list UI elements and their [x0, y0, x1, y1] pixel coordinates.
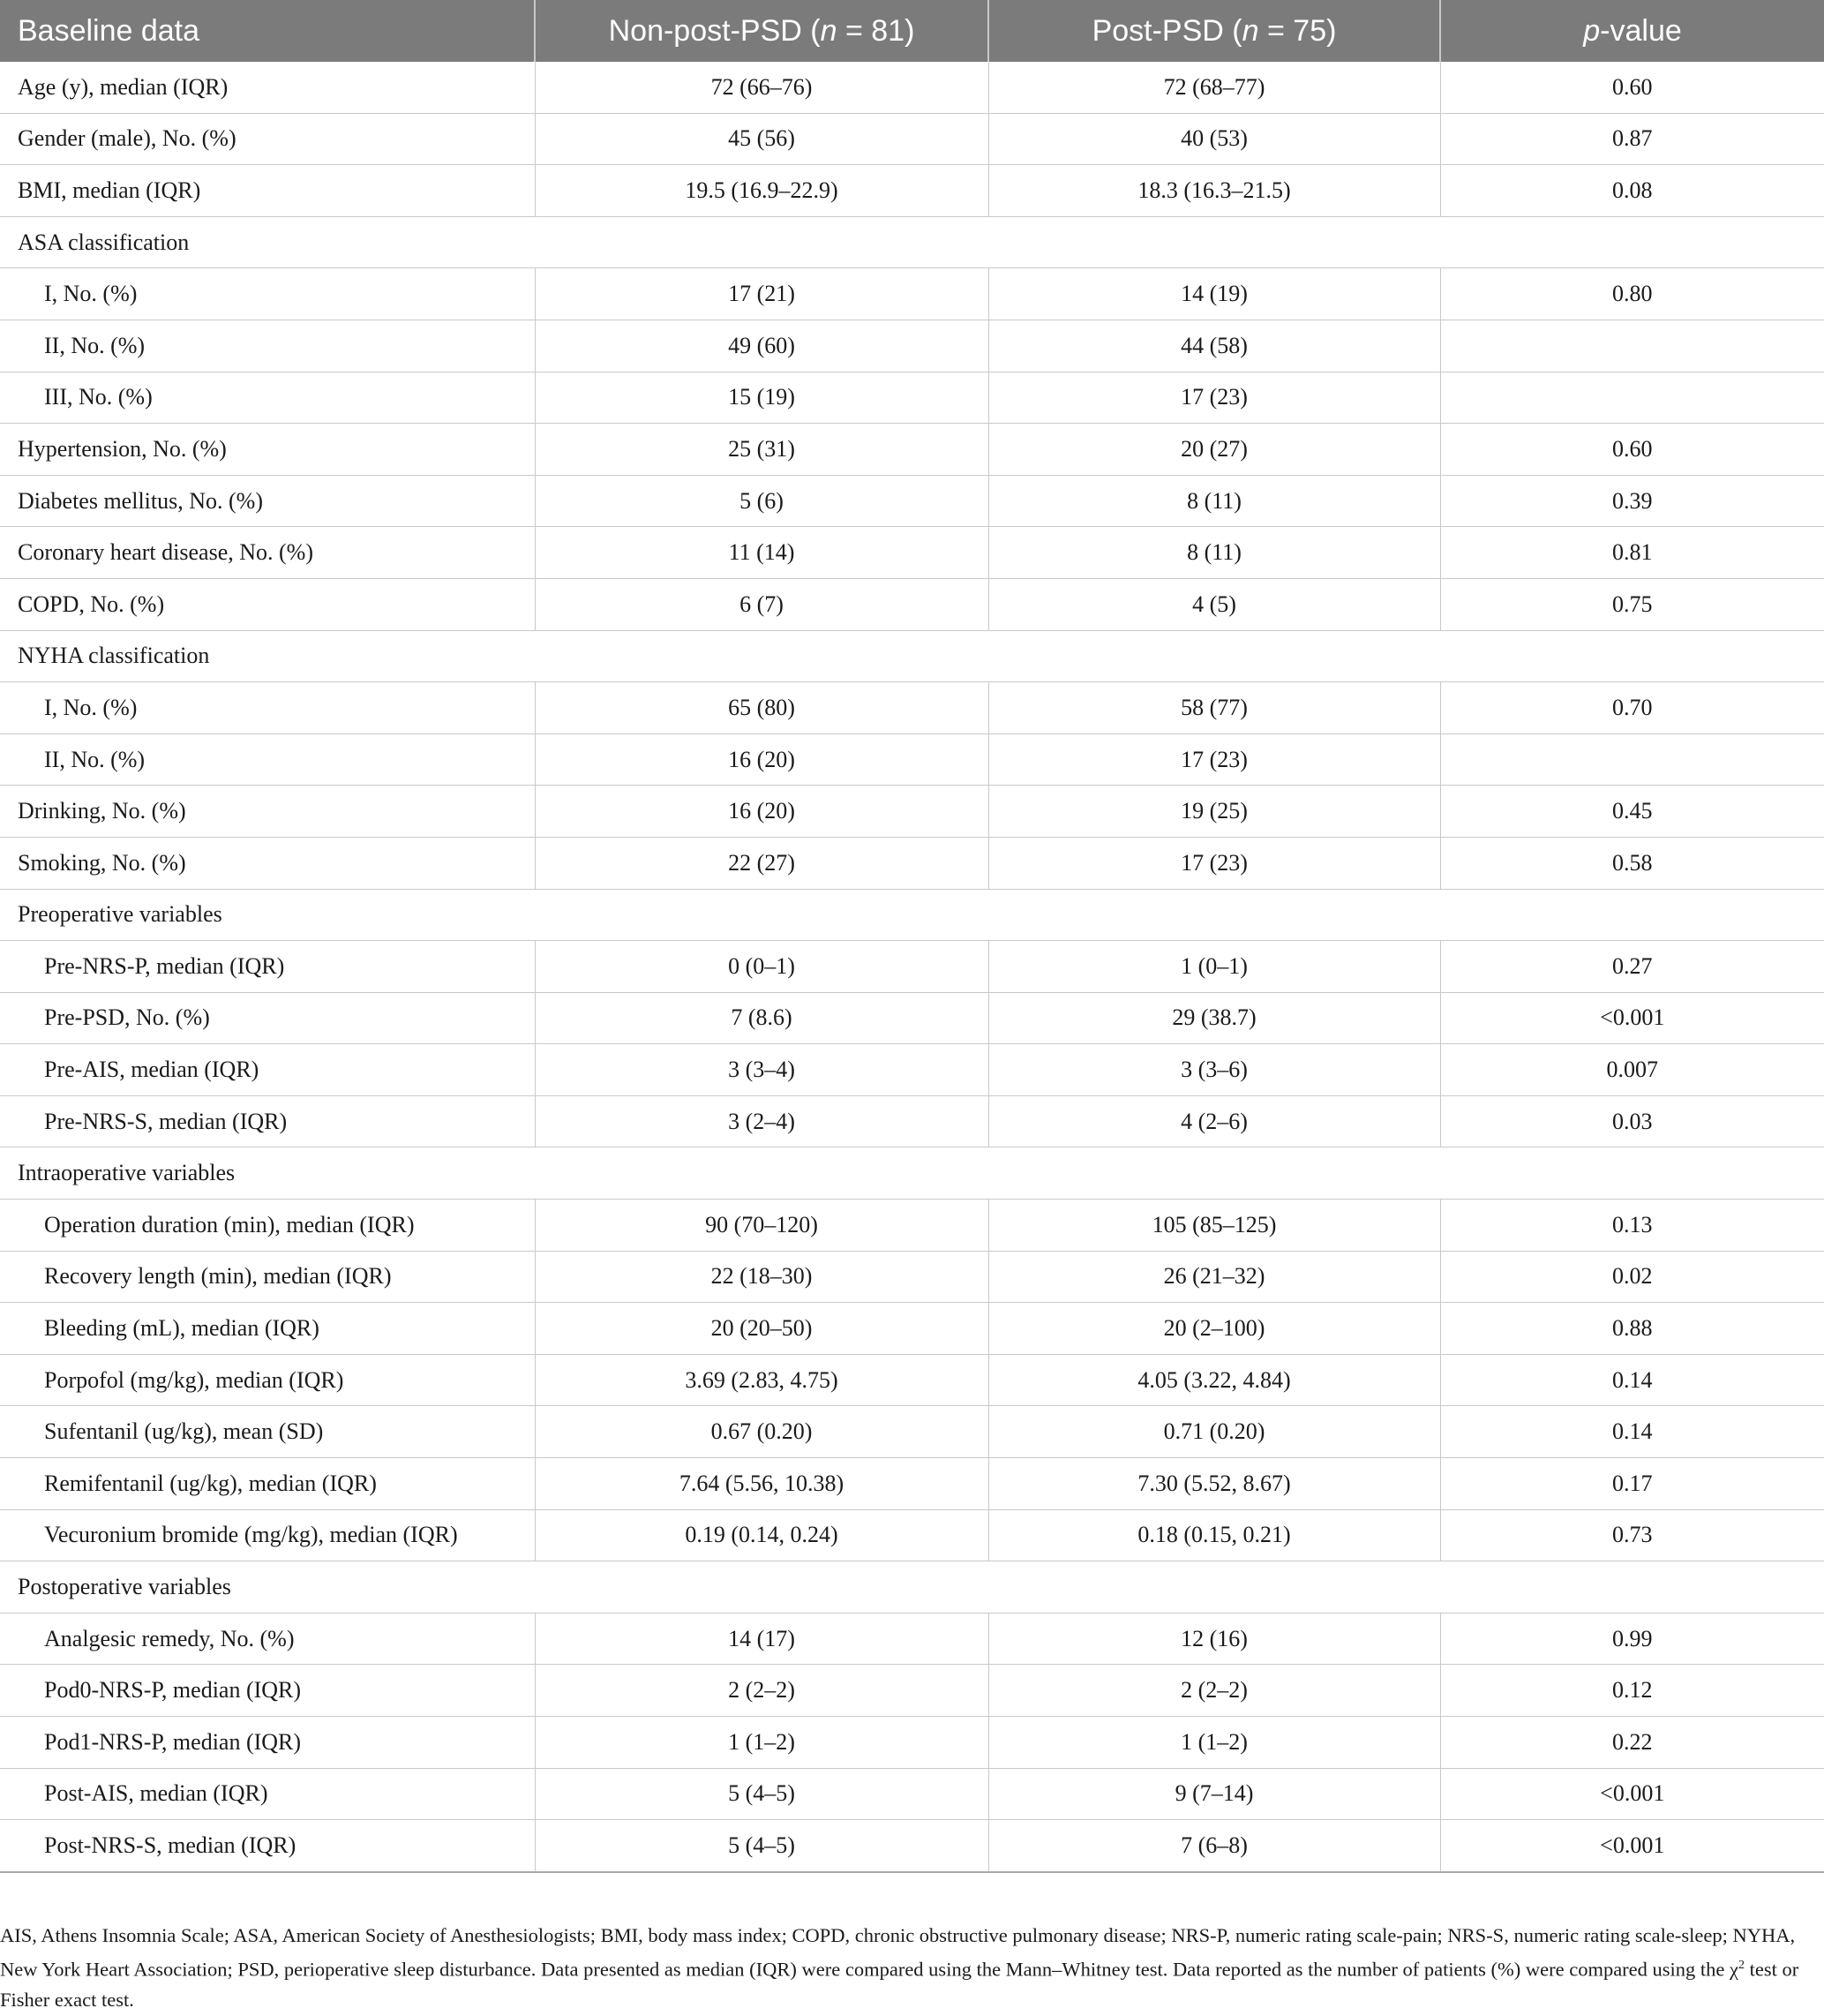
table-body: [0, 62, 1824, 1872]
table-row: [0, 682, 1824, 734]
p-value: 0.27: [1440, 941, 1824, 993]
non-post-psd-value: 7.64 (5.56, 10.38): [535, 1458, 988, 1510]
post-psd-value: 0.18 (0.15, 0.21): [988, 1509, 1440, 1561]
p-value: 0.007: [1440, 1044, 1824, 1096]
section-label: Postoperative variables: [0, 1561, 1824, 1614]
header-p-value: p-value: [1440, 0, 1824, 62]
table-row: [0, 1717, 1824, 1769]
table-row: [0, 1044, 1824, 1096]
p-value: 0.80: [1440, 268, 1824, 320]
row-label: Post-AIS, median (IQR): [0, 1768, 535, 1820]
table-footnote: AIS, Athens Insomnia Scale; ASA, American Society of Anesthesiologists; BMI, body mass index; COPD, chronic obstructive pulmonary disease; NRS-P, numeric rating scale-pain; NRS-S, numeric rating scale-sleep; NYHA, New York Heart Association; PSD, perioperative sleep disturbance. Data presented as median (IQR) were compared using the Mann–Whitney test. Data reported as the number of patients (%) were compared using the $\chi^2$ test or Fisher exact test.: [0, 1924, 1799, 2011]
non-post-psd-value: 16 (20): [535, 786, 988, 838]
post-psd-value: 7 (6–8): [988, 1820, 1440, 1872]
table-row: [0, 1303, 1824, 1355]
non-post-psd-value: 15 (19): [535, 372, 988, 424]
table-row: [0, 268, 1824, 320]
post-psd-value: 19 (25): [988, 786, 1440, 838]
non-post-psd-value: 3 (3–4): [535, 1044, 988, 1096]
table-row: [0, 1820, 1824, 1872]
section-label: Preoperative variables: [0, 889, 1824, 941]
p-value: 0.60: [1440, 424, 1824, 476]
post-psd-value: 9 (7–14): [988, 1768, 1440, 1820]
non-post-psd-value: 0.19 (0.14, 0.24): [535, 1509, 988, 1561]
non-post-psd-value: 3 (2–4): [535, 1095, 988, 1147]
table-row: [0, 786, 1824, 838]
row-label: Post-NRS-S, median (IQR): [0, 1820, 535, 1872]
post-psd-value: 2 (2–2): [988, 1665, 1440, 1717]
header-post-psd: Post-PSD (n = 75): [988, 0, 1440, 62]
table-row: [0, 424, 1824, 476]
row-label: Pre-NRS-S, median (IQR): [0, 1095, 535, 1147]
row-label: Hypertension, No. (%): [0, 424, 535, 476]
table-row: [0, 992, 1824, 1044]
row-label: Remifentanil (ug/kg), median (IQR): [0, 1458, 535, 1510]
table-row: [0, 1509, 1824, 1561]
row-label: Porpofol (mg/kg), median (IQR): [0, 1354, 535, 1406]
p-value: 0.08: [1440, 165, 1824, 217]
post-psd-value: 20 (2–100): [988, 1303, 1440, 1355]
p-value: 0.73: [1440, 1509, 1824, 1561]
row-label: Analgesic remedy, No. (%): [0, 1613, 535, 1665]
post-psd-value: 1 (1–2): [988, 1717, 1440, 1769]
row-label: Pod0-NRS-P, median (IQR): [0, 1665, 535, 1717]
non-post-psd-value: 0.67 (0.20): [535, 1406, 988, 1458]
p-value: 0.70: [1440, 682, 1824, 734]
table-row: [0, 1458, 1824, 1510]
post-psd-value: 12 (16): [988, 1613, 1440, 1665]
post-psd-value: 0.71 (0.20): [988, 1406, 1440, 1458]
row-label: III, No. (%): [0, 372, 535, 424]
p-value: 0.99: [1440, 1613, 1824, 1665]
section-row: [0, 216, 1824, 268]
p-value: 0.45: [1440, 786, 1824, 838]
section-label: Intraoperative variables: [0, 1147, 1824, 1200]
table-row: [0, 320, 1824, 372]
row-label: II, No. (%): [0, 320, 535, 372]
table-row: [0, 733, 1824, 786]
row-label: Vecuronium bromide (mg/kg), median (IQR): [0, 1509, 535, 1561]
section-row: [0, 1561, 1824, 1614]
table-row: [0, 1251, 1824, 1303]
row-label: Gender (male), No. (%): [0, 113, 535, 165]
p-value: 0.87: [1440, 113, 1824, 165]
post-psd-value: 1 (0–1): [988, 941, 1440, 993]
section-label: NYHA classification: [0, 630, 1824, 682]
table-row: [0, 1200, 1824, 1252]
non-post-psd-value: 22 (18–30): [535, 1251, 988, 1303]
non-post-psd-value: 3.69 (2.83, 4.75): [535, 1354, 988, 1406]
post-psd-value: 4.05 (3.22, 4.84): [988, 1354, 1440, 1406]
non-post-psd-value: 16 (20): [535, 733, 988, 786]
p-value: [1440, 733, 1824, 786]
p-value: 0.14: [1440, 1406, 1824, 1458]
row-label: Pod1-NRS-P, median (IQR): [0, 1717, 535, 1769]
row-label: Pre-AIS, median (IQR): [0, 1044, 535, 1096]
post-psd-value: 105 (85–125): [988, 1200, 1440, 1252]
non-post-psd-value: 17 (21): [535, 268, 988, 320]
p-value: <0.001: [1440, 992, 1824, 1044]
header-non-post-psd: Non-post-PSD (n = 81): [535, 0, 988, 62]
post-psd-value: 8 (11): [988, 527, 1440, 579]
post-psd-value: 17 (23): [988, 733, 1440, 786]
p-value: 0.22: [1440, 1717, 1824, 1769]
table-row: [0, 1613, 1824, 1665]
row-label: Drinking, No. (%): [0, 786, 535, 838]
non-post-psd-value: 5 (6): [535, 475, 988, 527]
p-value: 0.81: [1440, 527, 1824, 579]
table-row: [0, 527, 1824, 579]
p-value: 0.13: [1440, 1200, 1824, 1252]
non-post-psd-value: 2 (2–2): [535, 1665, 988, 1717]
table-row: [0, 837, 1824, 889]
row-label: Smoking, No. (%): [0, 837, 535, 889]
table-row: [0, 1665, 1824, 1717]
non-post-psd-value: 0 (0–1): [535, 941, 988, 993]
p-value: 0.14: [1440, 1354, 1824, 1406]
post-psd-value: 18.3 (16.3–21.5): [988, 165, 1440, 217]
row-label: Recovery length (min), median (IQR): [0, 1251, 535, 1303]
non-post-psd-value: 65 (80): [535, 682, 988, 734]
table-row: [0, 62, 1824, 113]
post-psd-value: 3 (3–6): [988, 1044, 1440, 1096]
p-value: 0.58: [1440, 837, 1824, 889]
p-value: [1440, 320, 1824, 372]
row-label: Pre-PSD, No. (%): [0, 992, 535, 1044]
row-label: Operation duration (min), median (IQR): [0, 1200, 535, 1252]
section-row: [0, 889, 1824, 941]
table-row: [0, 1406, 1824, 1458]
table-row: [0, 1095, 1824, 1147]
p-value: 0.60: [1440, 62, 1824, 113]
p-value: [1440, 372, 1824, 424]
post-psd-value: 7.30 (5.52, 8.67): [988, 1458, 1440, 1510]
post-psd-value: 8 (11): [988, 475, 1440, 527]
non-post-psd-value: 90 (70–120): [535, 1200, 988, 1252]
row-label: Coronary heart disease, No. (%): [0, 527, 535, 579]
p-value: 0.17: [1440, 1458, 1824, 1510]
non-post-psd-value: 45 (56): [535, 113, 988, 165]
non-post-psd-value: 72 (66–76): [535, 62, 988, 113]
non-post-psd-value: 11 (14): [535, 527, 988, 579]
table-row: [0, 578, 1824, 630]
row-label: Pre-NRS-P, median (IQR): [0, 941, 535, 993]
non-post-psd-value: 19.5 (16.9–22.9): [535, 165, 988, 217]
non-post-psd-value: 5 (4–5): [535, 1820, 988, 1872]
row-label: Bleeding (mL), median (IQR): [0, 1303, 535, 1355]
post-psd-value: 40 (53): [988, 113, 1440, 165]
non-post-psd-value: 49 (60): [535, 320, 988, 372]
p-value: <0.001: [1440, 1820, 1824, 1872]
post-psd-value: 4 (5): [988, 578, 1440, 630]
post-psd-value: 29 (38.7): [988, 992, 1440, 1044]
post-psd-value: 4 (2–6): [988, 1095, 1440, 1147]
p-value: <0.001: [1440, 1768, 1824, 1820]
section-row: [0, 630, 1824, 682]
section-label: ASA classification: [0, 216, 1824, 268]
row-label: COPD, No. (%): [0, 578, 535, 630]
non-post-psd-value: 14 (17): [535, 1613, 988, 1665]
p-value: 0.39: [1440, 475, 1824, 527]
header-baseline-data: Baseline data: [0, 0, 535, 62]
post-psd-value: 72 (68–77): [988, 62, 1440, 113]
p-value: 0.12: [1440, 1665, 1824, 1717]
row-label: Diabetes mellitus, No. (%): [0, 475, 535, 527]
table-row: [0, 372, 1824, 424]
table-row: [0, 475, 1824, 527]
p-value: 0.88: [1440, 1303, 1824, 1355]
post-psd-value: 44 (58): [988, 320, 1440, 372]
row-label: II, No. (%): [0, 733, 535, 786]
table-row: [0, 941, 1824, 993]
section-row: [0, 1147, 1824, 1200]
post-psd-value: 14 (19): [988, 268, 1440, 320]
row-label: I, No. (%): [0, 682, 535, 734]
row-label: Sufentanil (ug/kg), mean (SD): [0, 1406, 535, 1458]
table-row: [0, 1768, 1824, 1820]
row-label: BMI, median (IQR): [0, 165, 535, 217]
post-psd-value: 58 (77): [988, 682, 1440, 734]
post-psd-value: 17 (23): [988, 837, 1440, 889]
post-psd-value: 26 (21–32): [988, 1251, 1440, 1303]
post-psd-value: 20 (27): [988, 424, 1440, 476]
post-psd-value: 17 (23): [988, 372, 1440, 424]
non-post-psd-value: 20 (20–50): [535, 1303, 988, 1355]
non-post-psd-value: 22 (27): [535, 837, 988, 889]
non-post-psd-value: 6 (7): [535, 578, 988, 630]
table-row: [0, 1354, 1824, 1406]
non-post-psd-value: 5 (4–5): [535, 1768, 988, 1820]
p-value: 0.02: [1440, 1251, 1824, 1303]
p-value: 0.75: [1440, 578, 1824, 630]
row-label: I, No. (%): [0, 268, 535, 320]
row-label: Age (y), median (IQR): [0, 62, 535, 113]
table-row: [0, 165, 1824, 217]
p-value: 0.03: [1440, 1095, 1824, 1147]
non-post-psd-value: 1 (1–2): [535, 1717, 988, 1769]
table-header-row: [0, 0, 1824, 62]
non-post-psd-value: 7 (8.6): [535, 992, 988, 1044]
table-row: [0, 113, 1824, 165]
non-post-psd-value: 25 (31): [535, 424, 988, 476]
